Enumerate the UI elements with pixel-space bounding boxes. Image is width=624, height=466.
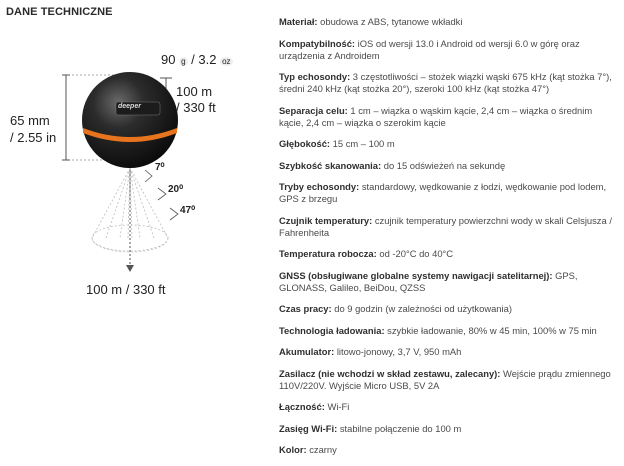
angle-medium-label: 20⁰ bbox=[168, 184, 184, 195]
height-in: / 2.55 in bbox=[10, 130, 57, 145]
weight-g-unit: g bbox=[181, 57, 186, 66]
spec-item bbox=[279, 444, 619, 456]
spec-value: standardowy, wędkowanie z łodzi, wędkowanie pod lodem, GPS z brzegu bbox=[279, 181, 607, 204]
spec-value: GPS, GLONASS, Galileo, BeiDou, QZSS bbox=[279, 269, 578, 293]
spec-label: Zasilacz (nie wchodzi w skład zestawu, zalecany): bbox=[279, 367, 501, 379]
weight-g-value: 90 bbox=[161, 52, 176, 67]
height-label bbox=[10, 112, 56, 146]
spec-item bbox=[279, 181, 619, 205]
depth-range-label: 100 m / 330 ft bbox=[86, 282, 166, 297]
spec-value: do 9 godzin (w zależności od użytkowania) bbox=[331, 303, 512, 314]
spec-label: Tryby echosondy: bbox=[279, 181, 360, 192]
spec-label: Materiał: bbox=[279, 16, 318, 27]
spec-value: czarny bbox=[306, 444, 337, 455]
range-ft: / 330 ft bbox=[176, 100, 216, 115]
brand-logo: deeper bbox=[118, 103, 141, 110]
spec-value: obudowa z ABS, tytanowe wkładki bbox=[317, 16, 463, 27]
weight-separator: / bbox=[187, 52, 199, 67]
spec-value: litowo-jonowy, 3,7 V, 950 mAh bbox=[334, 346, 462, 357]
weight-label bbox=[161, 52, 233, 67]
spec-item bbox=[279, 423, 619, 435]
spec-value: stabilne połączenie do 100 m bbox=[337, 422, 462, 434]
height-mm: 65 mm bbox=[10, 113, 50, 128]
spec-value: iOS od wersji 13.0 i Android od wersji 6.0 w górę oraz urządzenia z Androidem bbox=[279, 37, 580, 61]
spec-value: 1 cm – wiązka o wąskim kącie, 2,4 cm – wiązka o średnim kącie, 2,4 cm – wiązka o szerokim kącie bbox=[279, 104, 593, 128]
spec-item bbox=[279, 138, 619, 150]
spec-value: 15 cm – 100 m bbox=[330, 138, 395, 149]
spec-item bbox=[279, 71, 619, 95]
spec-value: do 15 odświeżeń na sekundę bbox=[381, 159, 506, 171]
spec-item bbox=[279, 248, 619, 260]
spec-value: od -20°C do 40°C bbox=[376, 248, 454, 259]
section-title: DANE TECHNICZNE bbox=[6, 6, 113, 18]
spec-label: Temperatura robocza: bbox=[279, 248, 377, 259]
angle-narrow-label: 7⁰ bbox=[155, 162, 165, 173]
weight-oz-unit: oz bbox=[222, 57, 231, 66]
range-label bbox=[176, 84, 216, 116]
spec-label: Czujnik temperatury: bbox=[279, 214, 373, 226]
spec-label: Szybkość skanowania: bbox=[279, 159, 382, 171]
spec-label: Czas pracy: bbox=[279, 303, 332, 314]
spec-label: Separacja celu: bbox=[279, 104, 348, 116]
spec-item bbox=[279, 325, 619, 337]
spec-list bbox=[279, 16, 619, 466]
spec-item bbox=[279, 270, 619, 294]
spec-label: Kolor: bbox=[279, 444, 307, 455]
spec-item bbox=[279, 38, 619, 62]
spec-label: Kompatybilność: bbox=[279, 37, 356, 49]
spec-value: 3 częstotliwości – stożek wiązki wąski 675 kHz (kąt stożka 7°), średni 240 kHz (kąt stożka 20°), szeroki 100 kHz (kąt stożka 47°) bbox=[279, 71, 612, 94]
spec-value: Wi-Fi bbox=[324, 401, 350, 412]
spec-value: czujnik temperatury powierzchni wody w skali Celsjusza / Fahrenheita bbox=[279, 214, 612, 238]
spec-item bbox=[279, 215, 619, 239]
spec-label: Typ echosondy: bbox=[279, 71, 351, 82]
spec-item bbox=[279, 368, 619, 392]
weight-oz-value: 3.2 bbox=[198, 52, 217, 67]
spec-label: Głębokość: bbox=[279, 138, 331, 149]
spec-label: GNSS (obsługiwane globalne systemy nawigacji satelitarnej): bbox=[279, 269, 553, 281]
spec-item bbox=[279, 346, 619, 358]
spec-value: szybkie ładowanie, 80% w 45 min, 100% w 75 min bbox=[384, 324, 597, 336]
angle-wide-label: 47⁰ bbox=[180, 205, 196, 216]
spec-label: Akumulator: bbox=[279, 346, 335, 357]
spec-item bbox=[279, 16, 619, 28]
spec-label: Technologia ładowania: bbox=[279, 324, 385, 336]
spec-item bbox=[279, 105, 619, 129]
spec-item bbox=[279, 303, 619, 315]
spec-item bbox=[279, 160, 619, 172]
spec-value: Wejście prądu zmiennego 110V/220V. Wyjście Micro USB, 5V 2A bbox=[279, 367, 611, 391]
spec-label: Łączność: bbox=[279, 401, 325, 412]
angle-marks bbox=[145, 170, 178, 220]
deeper-sonar-ball bbox=[82, 72, 178, 168]
product-diagram bbox=[0, 20, 270, 310]
range-m: 100 m bbox=[176, 84, 213, 99]
spec-item bbox=[279, 401, 619, 413]
spec-label: Zasięg Wi-Fi: bbox=[279, 422, 338, 434]
